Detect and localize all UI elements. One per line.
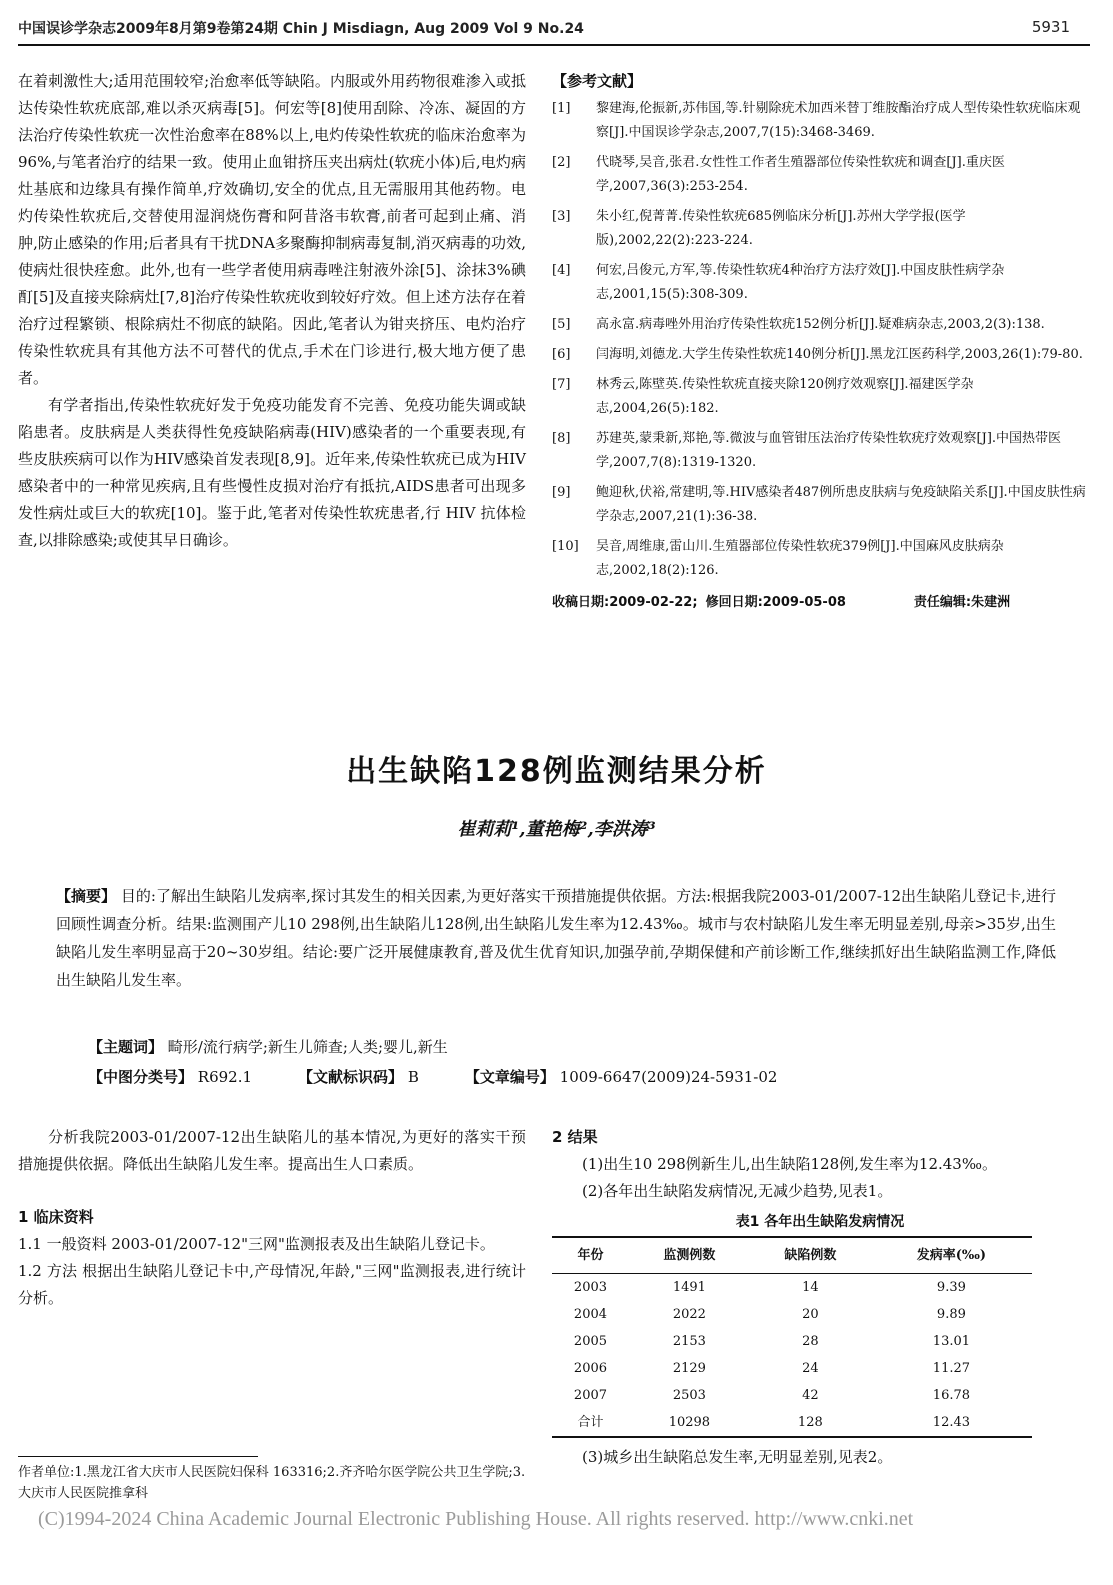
table-cell: 14 <box>802 1280 819 1295</box>
classification-line <box>88 1066 1068 1087</box>
section-heading: 1 临床资料 <box>18 1208 94 1226</box>
discussion-paragraph: 有学者指出,传染性软疣好发于免疫功能发育不完善、免疫功能失调或缺陷患者。皮肤病是人类获得性免疫缺陷病毒(HIV)感染者的一个重要表现,有些皮肤疾病可以作为HIV感染首发表现[8,9]。近年来,传染性软疣已成为HIV感染者中的一种常见疾病,且有些慢性皮损对治疗有抵抗,AIDS患者可出现多发性病灶或巨大的软疣[10]。鉴于此,笔者对传染性软疣患者,行 HIV 抗体检查,以排除感染;或使其早日确诊。 <box>18 396 526 549</box>
table-cell: 9.89 <box>936 1307 966 1322</box>
footnote-rule <box>18 1456 258 1457</box>
reference-text: 吴音,周维康,雷山川.生殖器部位传染性软疣379例[J].中国麻风皮肤病杂志,2002,18(2):126. <box>596 539 1004 578</box>
article-authors: 崔莉莉¹,董艳梅²,李洪涛³ <box>457 819 656 840</box>
abstract-label: 【摘要】 <box>56 887 117 905</box>
page-number: 5931 <box>1031 18 1070 36</box>
reference-item <box>552 343 1088 367</box>
section-heading: 2 结果 <box>552 1128 598 1146</box>
result-paragraph: (2)各年出生缺陷发病情况,无减少趋势,见表1。 <box>582 1182 893 1200</box>
references-heading: 【参考文献】 <box>552 72 643 90</box>
reference-number: [8] <box>552 431 571 446</box>
table-cell: 2005 <box>573 1334 608 1349</box>
table-cell: 2006 <box>573 1361 608 1376</box>
table-cell: 9.39 <box>936 1280 966 1295</box>
reference-number: [4] <box>552 263 571 278</box>
table-body <box>552 1274 1032 1438</box>
table-cell: 2022 <box>672 1307 706 1322</box>
defects-table <box>552 1236 1032 1438</box>
table-cell: 24 <box>802 1361 819 1376</box>
keywords-line <box>88 1036 448 1057</box>
discussion-paragraph: 在着刺激性大;适用范围较窄;治愈率低等缺陷。内服或外用药物很难渗入或抵达传染性软疣底部,难以杀灭病毒[5]。何宏等[8]使用刮除、冷冻、凝固的方法治疗传染性软疣一次性治愈率在88%以上,电灼传染性软疣的临床治愈率为96%,与笔者治疗的结果一致。使用止血钳挤压夹出病灶(软疣小体)后,电灼病灶基底和边缘具有操作简单,疗效确切,安全的优点,且无需服用其他药物。电灼传染性软疣后,交替使用湿润烧伤膏和阿昔洛韦软膏,前者可起到止痛、消肿,防止感染的作用;后者具有干扰DNA多聚酶抑制病毒复制,消灭病毒的功效,使病灶很快痊愈。此外,也有一些学者使用病毒唑注射液外涂[5]、涂抹3%碘酊[5]及直接夹除病灶[7,8]治疗传染性软疣收到较好疗效。但上述方法存在着治疗过程繁锁、根除病灶不彻底的缺陷。因此,笔者认为钳夹挤压、电灼治疗传染性软疣具有其他方法不可替代的优点,手术在门诊进行,极大地方便了患者。 <box>18 72 526 387</box>
table-header-cell: 年份 <box>552 1237 629 1274</box>
reference-item <box>552 313 1088 337</box>
table-cell: 20 <box>802 1307 819 1322</box>
header-rule <box>18 44 1090 46</box>
copyright-watermark: (C)1994-2024 China Academic Journal Electronic Publishing House. All rights reserved. http://www.cnki.net <box>38 1508 914 1530</box>
keywords-label: 【主题词】 <box>88 1038 164 1056</box>
article-number: 1009-6647(2009)24-5931-02 <box>559 1068 778 1086</box>
reference-item <box>552 205 1088 253</box>
table-cell: 28 <box>802 1334 819 1349</box>
article-body-right <box>552 1124 1088 1471</box>
clc-label: 【中图分类号】 <box>88 1068 194 1086</box>
journal-running-title: 中国误诊学杂志2009年8月第9卷第24期 Chin J Misdiagn, Aug 2009 Vol 9 No.24 <box>18 21 584 37</box>
table-cell: 2004 <box>573 1307 608 1322</box>
reference-item <box>552 151 1088 199</box>
table-header-cell: 监测例数 <box>629 1237 750 1274</box>
table-cell: 合计 <box>552 1409 629 1437</box>
reference-text: 鲍迎秋,伏裕,常建明,等.HIV感染者487例所患皮肤病与免疫缺陷关系[J].中国皮肤性病学杂志,2007,21(1):36-38. <box>596 485 1086 524</box>
table-row <box>552 1301 1032 1328</box>
table-cell: 2129 <box>672 1361 706 1376</box>
table-row <box>552 1355 1032 1382</box>
reference-item <box>552 535 1088 583</box>
table-row <box>552 1382 1032 1409</box>
table-cell: 42 <box>802 1388 819 1403</box>
reference-item <box>552 481 1088 529</box>
reference-list <box>552 97 1088 583</box>
reference-item <box>552 97 1088 145</box>
article-dates <box>552 589 1088 616</box>
article-title: 出生缺陷128例监测结果分析 <box>346 754 767 789</box>
intro-paragraph: 分析我院2003-01/2007-12出生缺陷儿的基本情况,为更好的落实干预措施提供依据。降低出生缺陷儿发生率。提高出生人口素质。 <box>18 1128 526 1173</box>
table-row <box>552 1274 1032 1302</box>
table-cell: 12.43 <box>871 1409 1032 1437</box>
table-cell: 11.27 <box>932 1361 971 1376</box>
article-number-label: 【文章编号】 <box>464 1068 555 1086</box>
author-affiliation: 作者单位:1.黑龙江省大庆市人民医院妇保科 163316;2.齐齐哈尔医学院公共卫生学院;3.大庆市人民医院推拿科 <box>18 1465 526 1501</box>
running-header <box>18 14 1090 40</box>
reference-number: [2] <box>552 155 571 170</box>
table-header-row <box>552 1237 1032 1274</box>
table-header-cell: 缺陷例数 <box>750 1237 871 1274</box>
table-cell: 13.01 <box>932 1334 971 1349</box>
reference-text: 朱小红,倪菁菁.传染性软疣685例临床分析[J].苏州大学学报(医学版),2002,22(2):223-224. <box>596 209 966 248</box>
doc-code-label: 【文献标识码】 <box>298 1068 404 1086</box>
received-date: 收稿日期:2009-02-22; <box>552 595 698 610</box>
reference-text: 苏建英,蒙秉新,郑艳,等.微波与血管钳压法治疗传染性软疣疗效观察[J].中国热带医学,2007,7(8):1319-1320. <box>596 431 1062 470</box>
reference-text: 黎建海,伦振新,苏伟国,等.针剔除疣术加西米替丁维胺酯治疗成人型传染性软疣临床观察[J].中国误诊学杂志,2007,7(15):3468-3469. <box>596 101 1081 140</box>
abstract-text: 目的:了解出生缺陷儿发病率,探讨其发生的相关因素,为更好落实干预措施提供依据。方法:根据我院2003-01/2007-12出生缺陷儿登记卡,进行回顾性调查分析。结果:监测围产儿10 298例,出生缺陷儿128例,出生缺陷儿发生率为12.43‰。城市与农村缺陷儿发生率无明显差别,母亲>35岁,出生缺陷儿发生率明显高于20~30岁组。结论:要广泛开展健康教育,普及优生优育知识,加强孕前,孕期保健和产前诊断工作,继续抓好出生缺陷监测工作,降低出生缺陷儿发生率。 <box>56 887 1056 989</box>
reference-text: 闫海明,刘德龙.大学生传染性软疣140例分析[J].黑龙江医药科学,2003,26(1):79-80. <box>596 347 1083 362</box>
reference-number: [6] <box>552 347 571 362</box>
table-row <box>552 1409 1032 1437</box>
references-section <box>552 68 1088 616</box>
reference-number: [10] <box>552 539 579 554</box>
keywords: 畸形/流行病学;新生儿筛查;人类;婴儿,新生 <box>167 1038 448 1056</box>
reference-text: 代晓琴,吴音,张君.女性性工作者生殖器部位传染性软疣和调查[J].重庆医学,2007,36(3):253-254. <box>596 155 1005 194</box>
reference-item <box>552 259 1088 307</box>
reference-text: 何宏,吕俊元,方军,等.传染性软疣4种治疗方法疗效[J].中国皮肤性病学杂志,2001,15(5):308-309. <box>596 263 1005 302</box>
table-row <box>552 1328 1032 1355</box>
reference-number: [1] <box>552 101 571 116</box>
reference-item <box>552 373 1088 421</box>
table-caption: 表1 各年出生缺陷发病情况 <box>735 1214 905 1230</box>
abstract <box>56 882 1056 994</box>
reference-number: [5] <box>552 317 571 332</box>
reference-text: 高永富.病毒唑外用治疗传染性软疣152例分析[J].疑难病杂志,2003,2(3):138. <box>596 317 1045 332</box>
table-cell: 128 <box>750 1409 871 1437</box>
table-cell: 1491 <box>672 1280 706 1295</box>
result-paragraph: (1)出生10 298例新生儿,出生缺陷128例,发生率为12.43‰。 <box>582 1155 997 1173</box>
table-cell: 2153 <box>672 1334 706 1349</box>
reference-number: [3] <box>552 209 571 224</box>
doc-code: B <box>407 1068 419 1086</box>
reference-item <box>552 427 1088 475</box>
revised-date: 修回日期:2009-05-08 <box>705 595 846 610</box>
table-header-cell: 发病率(‰) <box>871 1237 1032 1274</box>
reference-number: [7] <box>552 377 571 392</box>
reference-text: 林秀云,陈壁英.传染性软疣直接夹除120例疗效观察[J].福建医学杂志,2004,26(5):182. <box>596 377 974 416</box>
result-paragraph: (3)城乡出生缺陷总发生率,无明显差别,见表2。 <box>582 1448 893 1466</box>
prev-article-discussion <box>18 68 526 554</box>
responsible-editor: 责任编辑:朱建洲 <box>913 595 1011 610</box>
article-body-left <box>18 1124 526 1312</box>
table-cell: 16.78 <box>932 1388 971 1403</box>
table-cell: 2503 <box>672 1388 706 1403</box>
reference-number: [9] <box>552 485 571 500</box>
subsection-method: 1.2 方法 根据出生缺陷儿登记卡中,产母情况,年龄,"三网"监测报表,进行统计分析。 <box>18 1262 526 1307</box>
table-cell: 10298 <box>629 1409 750 1437</box>
table-cell: 2003 <box>573 1280 608 1295</box>
clc-code: R692.1 <box>197 1068 253 1086</box>
subsection-general: 1.1 一般资料 2003-01/2007-12"三网"监测报表及出生缺陷儿登记卡。 <box>18 1235 495 1253</box>
table-cell: 2007 <box>573 1388 608 1403</box>
